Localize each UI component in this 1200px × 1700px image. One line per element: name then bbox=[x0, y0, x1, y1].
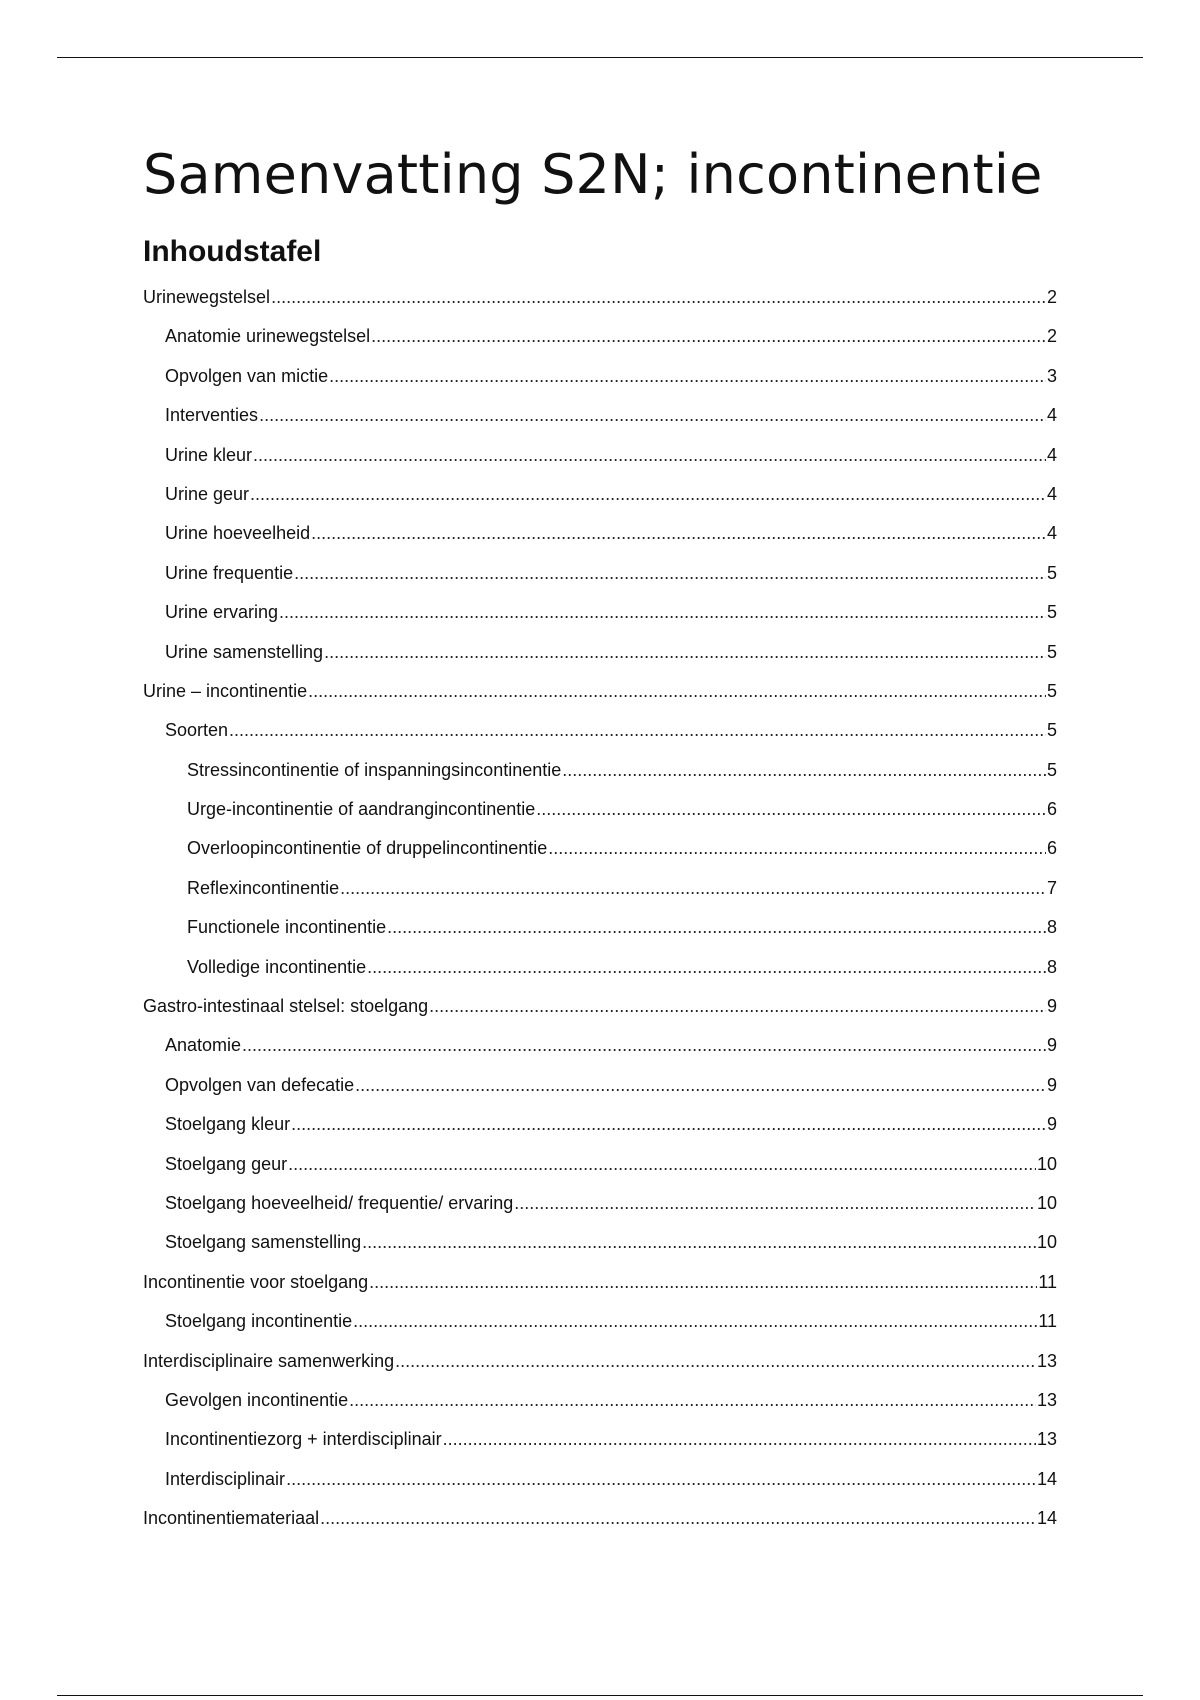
toc-dot-leader bbox=[443, 1420, 1036, 1459]
toc-entry-label: Gastro-intestinaal stelsel: stoelgang bbox=[143, 996, 429, 1017]
toc-entry-label: Interdisciplinaire samenwerking bbox=[143, 1350, 395, 1371]
footer-rule bbox=[57, 1695, 1143, 1696]
toc-dot-leader bbox=[308, 672, 1046, 711]
toc-dot-leader bbox=[229, 711, 1046, 750]
toc-page-number: 13 bbox=[1036, 1389, 1057, 1410]
toc-entry-label: Incontinentiemateriaal bbox=[143, 1508, 320, 1529]
toc-dot-leader bbox=[242, 1026, 1046, 1065]
toc-page-number: 9 bbox=[1046, 1114, 1057, 1135]
toc-entry-label: Interventies bbox=[165, 405, 259, 426]
toc-entry-label: Interdisciplinair bbox=[165, 1468, 286, 1489]
toc-entry-label: Incontinentiezorg + interdisciplinair bbox=[165, 1429, 442, 1450]
toc-entry-label: Stoelgang geur bbox=[165, 1153, 288, 1174]
toc-page-number: 9 bbox=[1046, 1035, 1057, 1056]
toc-entry-label: Soorten bbox=[165, 720, 229, 741]
toc-entry-label: Opvolgen van defecatie bbox=[165, 1074, 355, 1095]
toc-entry-label: Stressincontinentie of inspanningsincontinentie bbox=[187, 759, 562, 780]
toc-entry[interactable] bbox=[143, 869, 1057, 908]
toc-entry-label: Incontinentie voor stoelgang bbox=[143, 1271, 369, 1292]
toc-entry[interactable] bbox=[143, 593, 1057, 632]
toc-entry[interactable] bbox=[143, 908, 1057, 947]
toc-entry[interactable] bbox=[143, 1066, 1057, 1105]
toc-entry-label: Urine frequentie bbox=[165, 562, 294, 583]
toc-entry-label: Stoelgang incontinentie bbox=[165, 1311, 353, 1332]
toc-dot-leader bbox=[429, 987, 1046, 1026]
toc-entry[interactable] bbox=[143, 1263, 1057, 1302]
toc-page-number: 9 bbox=[1046, 996, 1057, 1017]
toc-heading: Inhoudstafel bbox=[143, 235, 322, 268]
toc-dot-leader bbox=[514, 1184, 1036, 1223]
toc-entry-label: Stoelgang kleur bbox=[165, 1114, 291, 1135]
toc-page-number: 10 bbox=[1036, 1232, 1057, 1253]
toc-entry[interactable] bbox=[143, 475, 1057, 514]
toc-page-number: 4 bbox=[1046, 444, 1057, 465]
toc-entry[interactable] bbox=[143, 790, 1057, 829]
toc-page-number: 3 bbox=[1046, 365, 1057, 386]
toc-entry-label: Functionele incontinentie bbox=[187, 917, 387, 938]
toc-entry-label: Urine ervaring bbox=[165, 602, 279, 623]
toc-page-number: 5 bbox=[1046, 680, 1057, 701]
toc-dot-leader bbox=[353, 1302, 1037, 1341]
toc-dot-leader bbox=[355, 1066, 1046, 1105]
toc-dot-leader bbox=[362, 1223, 1036, 1262]
toc-entry[interactable] bbox=[143, 317, 1057, 356]
toc-dot-leader bbox=[288, 1145, 1036, 1184]
toc-entry-label: Anatomie urinewegstelsel bbox=[165, 326, 371, 347]
toc-entry-label: Reflexincontinentie bbox=[187, 877, 340, 898]
toc-dot-leader bbox=[548, 829, 1046, 868]
toc-page-number: 6 bbox=[1046, 838, 1057, 859]
toc-entry-label: Opvolgen van mictie bbox=[165, 365, 329, 386]
toc-dot-leader bbox=[320, 1499, 1036, 1538]
toc-dot-leader bbox=[253, 436, 1046, 475]
toc-entry[interactable] bbox=[143, 1184, 1057, 1223]
toc-entry[interactable] bbox=[143, 672, 1057, 711]
toc-entry[interactable] bbox=[143, 357, 1057, 396]
toc-dot-leader bbox=[562, 751, 1046, 790]
header-rule bbox=[57, 57, 1143, 58]
toc-entry[interactable] bbox=[143, 554, 1057, 593]
toc-entry-label: Urine kleur bbox=[165, 444, 253, 465]
toc-page-number: 10 bbox=[1036, 1192, 1057, 1213]
toc-page-number: 6 bbox=[1046, 799, 1057, 820]
toc-dot-leader bbox=[294, 554, 1046, 593]
toc-entry[interactable] bbox=[143, 436, 1057, 475]
toc-entry-label: Urine samenstelling bbox=[165, 641, 324, 662]
toc-page-number: 4 bbox=[1046, 523, 1057, 544]
toc-page-number: 2 bbox=[1046, 287, 1057, 307]
toc-dot-leader bbox=[291, 1105, 1046, 1144]
toc-entry[interactable] bbox=[143, 1499, 1057, 1538]
toc-page-number: 4 bbox=[1046, 405, 1057, 426]
toc-page-number: 4 bbox=[1046, 483, 1057, 504]
toc-entry[interactable] bbox=[143, 1420, 1057, 1459]
toc-page-number: 11 bbox=[1038, 1271, 1057, 1292]
toc-dot-leader bbox=[271, 278, 1046, 317]
toc-dot-leader bbox=[387, 908, 1046, 947]
toc-entry-label: Urinewegstelsel bbox=[143, 287, 271, 307]
toc-dot-leader bbox=[395, 1342, 1036, 1381]
toc-entry[interactable] bbox=[143, 396, 1057, 435]
toc-entry-label: Volledige incontinentie bbox=[187, 956, 367, 977]
toc-page-number: 14 bbox=[1036, 1468, 1057, 1489]
toc-page-number: 5 bbox=[1046, 641, 1057, 662]
toc-entry-label: Urine hoeveelheid bbox=[165, 523, 311, 544]
toc-entry-label: Stoelgang hoeveelheid/ frequentie/ ervaring bbox=[165, 1192, 514, 1213]
toc-entry[interactable] bbox=[143, 948, 1057, 987]
toc-page-number: 13 bbox=[1036, 1429, 1057, 1450]
toc-page-number: 14 bbox=[1036, 1508, 1057, 1529]
toc-entry[interactable] bbox=[143, 711, 1057, 750]
toc-entry[interactable] bbox=[143, 1145, 1057, 1184]
toc-dot-leader bbox=[536, 790, 1046, 829]
toc-entry[interactable] bbox=[143, 751, 1057, 790]
toc-entry[interactable] bbox=[143, 987, 1057, 1026]
toc-page-number: 9 bbox=[1046, 1074, 1057, 1095]
toc-dot-leader bbox=[311, 514, 1046, 553]
toc-entry-label: Urine geur bbox=[165, 483, 250, 504]
toc-page-number: 11 bbox=[1038, 1311, 1057, 1332]
toc-page-number: 5 bbox=[1046, 602, 1057, 623]
toc-dot-leader bbox=[286, 1460, 1036, 1499]
toc-entry[interactable] bbox=[143, 1026, 1057, 1065]
toc-dot-leader bbox=[369, 1263, 1037, 1302]
toc-dot-leader bbox=[349, 1381, 1036, 1420]
toc-entry[interactable] bbox=[143, 1342, 1057, 1381]
toc-page-number: 8 bbox=[1046, 917, 1057, 938]
toc-dot-leader bbox=[259, 396, 1046, 435]
toc-page-number: 7 bbox=[1046, 877, 1057, 898]
toc-dot-leader bbox=[324, 633, 1046, 672]
toc-entry[interactable] bbox=[143, 1105, 1057, 1144]
toc-entry[interactable] bbox=[143, 633, 1057, 672]
toc-entry-label: Stoelgang samenstelling bbox=[165, 1232, 362, 1253]
toc-page-number: 2 bbox=[1046, 326, 1057, 347]
toc-page-number: 13 bbox=[1036, 1350, 1057, 1371]
toc-entry[interactable] bbox=[143, 514, 1057, 553]
toc-page-number: 5 bbox=[1046, 759, 1057, 780]
toc-page-number: 8 bbox=[1046, 956, 1057, 977]
toc-entry-label: Gevolgen incontinentie bbox=[165, 1389, 349, 1410]
toc-page-number: 5 bbox=[1046, 720, 1057, 741]
toc-entry[interactable] bbox=[143, 1302, 1057, 1341]
toc-dot-leader bbox=[329, 357, 1046, 396]
table-of-contents bbox=[143, 278, 1057, 1539]
toc-entry-label: Urge-incontinentie of aandrangincontinentie bbox=[187, 799, 536, 820]
toc-entry-label: Overloopincontinentie of druppelincontinentie bbox=[187, 838, 548, 859]
toc-entry-label: Anatomie bbox=[165, 1035, 242, 1056]
toc-page-number: 10 bbox=[1036, 1153, 1057, 1174]
toc-dot-leader bbox=[371, 317, 1046, 356]
document-title: Samenvatting S2N; incontinentie bbox=[143, 143, 1043, 206]
toc-entry[interactable] bbox=[143, 1381, 1057, 1420]
toc-entry[interactable] bbox=[143, 1460, 1057, 1499]
toc-entry-label: Urine – incontinentie bbox=[143, 680, 308, 701]
toc-dot-leader bbox=[340, 869, 1046, 908]
toc-dot-leader bbox=[367, 948, 1046, 987]
toc-entry[interactable] bbox=[143, 278, 1057, 317]
toc-entry[interactable] bbox=[143, 829, 1057, 868]
toc-dot-leader bbox=[250, 475, 1046, 514]
toc-page-number: 5 bbox=[1046, 562, 1057, 583]
toc-dot-leader bbox=[279, 593, 1046, 632]
toc-entry[interactable] bbox=[143, 1223, 1057, 1262]
